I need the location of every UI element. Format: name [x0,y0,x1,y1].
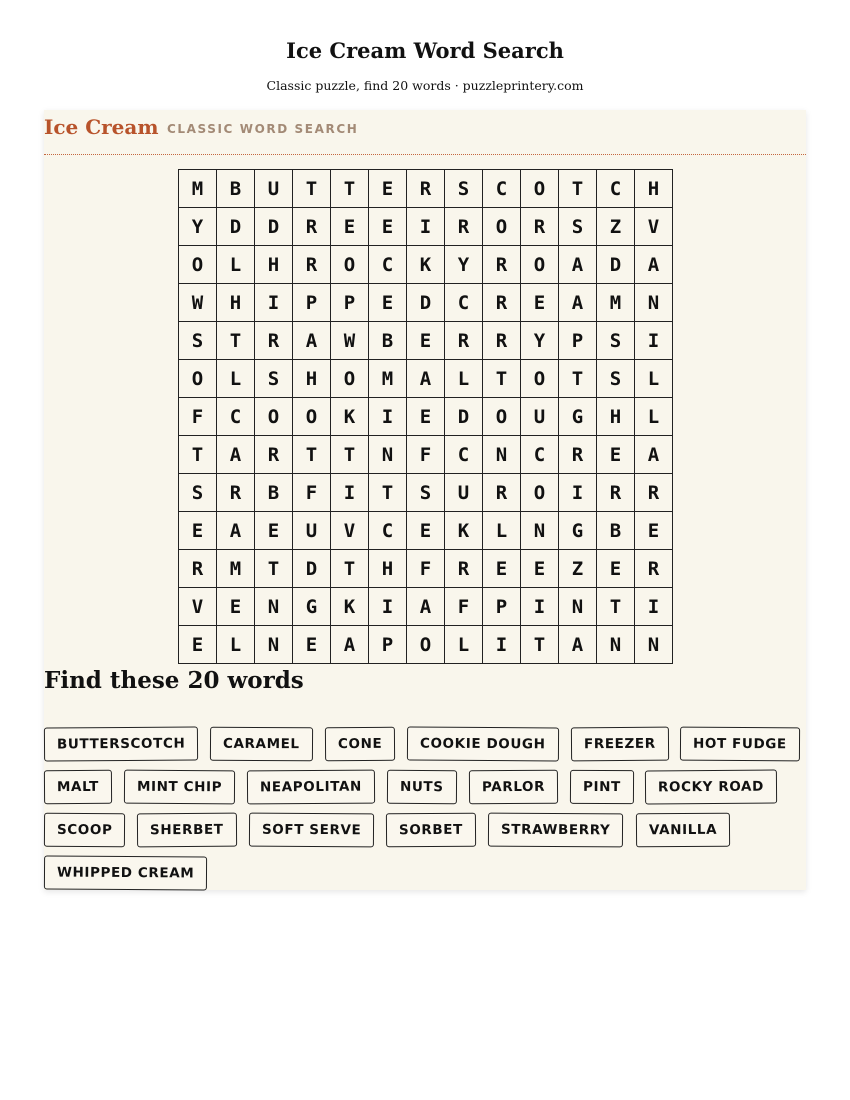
grid-cell[interactable]: A [331,626,369,664]
word-chip[interactable]: VANILLA [636,813,730,848]
grid-cell[interactable]: E [369,170,407,208]
grid-cell[interactable]: O [483,208,521,246]
grid-cell[interactable]: L [635,360,673,398]
grid-cell[interactable]: T [255,550,293,588]
grid-cell[interactable]: Y [521,322,559,360]
word-chip[interactable]: SCOOP [44,813,126,847]
grid-cell[interactable]: L [217,626,255,664]
grid-cell[interactable]: T [179,436,217,474]
grid-cell[interactable]: N [635,284,673,322]
grid-cell[interactable]: C [445,436,483,474]
grid-cell[interactable]: N [255,626,293,664]
grid-cell[interactable]: V [179,588,217,626]
word-chip[interactable]: FREEZER [571,727,669,762]
grid-cell[interactable]: E [179,626,217,664]
grid-cell[interactable]: G [559,398,597,436]
grid-cell[interactable]: L [483,512,521,550]
grid-cell[interactable]: O [255,398,293,436]
grid-cell[interactable]: G [293,588,331,626]
grid-cell[interactable]: R [559,436,597,474]
card-header [44,110,806,155]
grid-cell[interactable]: V [331,512,369,550]
grid-cell[interactable]: I [369,588,407,626]
grid-cell[interactable]: R [445,208,483,246]
page-subtitle: Classic puzzle, find 20 words · puzzleprintery.com [266,78,584,93]
grid-cell[interactable]: R [483,322,521,360]
page-title: Ice Cream Word Search [286,38,564,63]
grid-cell[interactable]: A [293,322,331,360]
grid-cell[interactable]: D [217,208,255,246]
grid-cell[interactable]: E [369,284,407,322]
grid-cell[interactable]: F [179,398,217,436]
grid-cell[interactable]: H [293,360,331,398]
words-heading: Find these 20 words [44,667,304,694]
grid-cell[interactable]: C [483,170,521,208]
word-chip[interactable]: MINT CHIP [124,770,235,805]
grid-cell[interactable]: R [217,474,255,512]
grid-cell[interactable]: R [597,474,635,512]
grid-cell[interactable]: N [369,436,407,474]
grid-cell[interactable]: S [597,322,635,360]
grid-cell[interactable]: R [635,550,673,588]
word-chip[interactable]: MALT [44,770,112,804]
grid-cell[interactable]: V [635,208,673,246]
grid-cell[interactable]: B [369,322,407,360]
grid-cell[interactable]: W [331,322,369,360]
grid-cell[interactable]: R [293,208,331,246]
grid-cell[interactable]: T [331,550,369,588]
grid-cell[interactable]: A [635,246,673,284]
word-chip[interactable]: NEAPOLITAN [247,770,375,805]
grid-cell[interactable]: L [217,246,255,284]
word-chip[interactable]: SOFT SERVE [249,813,375,848]
word-list [44,727,806,890]
grid-cell[interactable]: O [331,246,369,284]
grid-cell[interactable]: A [217,436,255,474]
grid-cell[interactable]: D [597,246,635,284]
grid-cell[interactable]: O [483,398,521,436]
grid-cell[interactable]: Y [445,246,483,284]
grid-cell[interactable]: S [559,208,597,246]
grid-cell[interactable]: O [179,360,217,398]
grid-cell[interactable]: F [293,474,331,512]
grid-cell[interactable]: O [179,246,217,284]
grid-cell[interactable]: E [597,550,635,588]
word-chip[interactable]: BUTTERSCOTCH [44,726,199,761]
grid-cell[interactable]: M [369,360,407,398]
grid-cell[interactable]: F [445,588,483,626]
grid-cell[interactable]: O [521,474,559,512]
grid-cell[interactable]: K [407,246,445,284]
grid-cell[interactable]: Z [559,550,597,588]
grid-cell[interactable]: T [217,322,255,360]
grid-cell[interactable]: D [407,284,445,322]
grid-cell[interactable]: I [635,322,673,360]
word-chip[interactable]: COOKIE DOUGH [407,727,559,762]
grid-cell[interactable]: R [483,474,521,512]
grid-cell[interactable]: A [407,360,445,398]
grid-cell[interactable]: O [521,360,559,398]
word-chip[interactable]: SHERBET [137,813,237,848]
grid-cell[interactable]: P [331,284,369,322]
grid-cell[interactable]: I [483,626,521,664]
grid-cell[interactable]: C [445,284,483,322]
puzzle-card [44,110,806,890]
grid-cell[interactable]: C [217,398,255,436]
grid-cell[interactable]: H [217,284,255,322]
grid-cell[interactable]: B [597,512,635,550]
grid-cell[interactable]: A [217,512,255,550]
grid-cell[interactable]: Y [179,208,217,246]
grid-cell[interactable]: T [559,360,597,398]
grid-cell[interactable]: S [179,474,217,512]
grid-cell[interactable]: M [217,550,255,588]
grid-cell[interactable]: E [635,512,673,550]
grid-cell[interactable]: H [597,398,635,436]
word-chip[interactable]: SORBET [386,813,476,848]
grid-cell[interactable]: O [407,626,445,664]
grid-cell[interactable]: U [521,398,559,436]
grid-cell[interactable]: G [559,512,597,550]
grid-cell[interactable]: C [369,246,407,284]
grid-cell[interactable]: D [293,550,331,588]
grid-cell[interactable]: R [521,208,559,246]
grid-cell[interactable]: E [179,512,217,550]
card-title: Ice Cream [44,115,159,139]
grid-cell[interactable]: E [369,208,407,246]
grid-cell[interactable]: N [597,626,635,664]
grid-cell[interactable]: R [255,436,293,474]
grid-cell[interactable]: H [635,170,673,208]
grid-cell[interactable]: L [635,398,673,436]
grid-cell[interactable]: E [407,512,445,550]
grid-cell[interactable]: S [445,170,483,208]
grid-cell[interactable]: I [331,474,369,512]
grid-cell[interactable]: M [597,284,635,322]
word-chip[interactable]: HOT FUDGE [680,727,800,762]
grid-cell[interactable]: E [293,626,331,664]
grid-cell[interactable]: N [255,588,293,626]
grid-cell[interactable]: T [331,436,369,474]
grid-cell[interactable]: C [521,436,559,474]
grid-cell[interactable]: A [559,284,597,322]
grid-cell[interactable]: O [521,170,559,208]
word-chip[interactable]: NUTS [387,770,457,804]
grid-cell[interactable]: H [369,550,407,588]
grid-cell[interactable]: S [597,360,635,398]
grid-cell[interactable]: I [407,208,445,246]
grid-cell[interactable]: E [255,512,293,550]
grid-cell[interactable]: E [217,588,255,626]
word-chip[interactable]: CONE [325,727,396,761]
grid-cell[interactable]: C [369,512,407,550]
grid-cell[interactable]: E [407,322,445,360]
grid-cell[interactable]: R [445,322,483,360]
grid-cell[interactable]: W [179,284,217,322]
grid-cell[interactable]: T [293,436,331,474]
grid-cell[interactable]: O [331,360,369,398]
grid-cell[interactable]: E [483,550,521,588]
grid-cell[interactable]: R [293,246,331,284]
grid-cell[interactable]: K [445,512,483,550]
grid-cell[interactable]: T [293,170,331,208]
grid-cell[interactable]: I [255,284,293,322]
grid-cell[interactable]: L [445,360,483,398]
grid-cell[interactable]: T [483,360,521,398]
grid-cell[interactable]: U [255,170,293,208]
grid-cell[interactable]: B [255,474,293,512]
grid-cell[interactable]: Z [597,208,635,246]
grid-cell[interactable]: F [407,436,445,474]
grid-cell[interactable]: S [179,322,217,360]
grid-cell[interactable]: P [293,284,331,322]
grid-cell[interactable]: E [521,284,559,322]
letter-grid [178,169,673,664]
grid-cell[interactable]: R [407,170,445,208]
grid-cell[interactable]: P [369,626,407,664]
grid-cell[interactable]: D [445,398,483,436]
card-kicker: CLASSIC WORD SEARCH [167,122,359,136]
grid-cell[interactable]: L [217,360,255,398]
grid-cell[interactable]: N [635,626,673,664]
grid-cell[interactable]: C [597,170,635,208]
grid-cell[interactable]: E [331,208,369,246]
grid-cell[interactable]: T [369,474,407,512]
grid-cell[interactable]: K [331,588,369,626]
grid-cell[interactable]: N [483,436,521,474]
word-chip[interactable]: WHIPPED CREAM [44,856,208,891]
grid-cell[interactable]: T [331,170,369,208]
word-chip[interactable]: CARAMEL [210,727,313,762]
grid-cell[interactable]: T [597,588,635,626]
grid-cell[interactable]: R [483,246,521,284]
grid-cell[interactable]: A [559,246,597,284]
grid-cell[interactable]: R [635,474,673,512]
grid-cell[interactable]: P [559,322,597,360]
grid-cell[interactable]: F [407,550,445,588]
grid-cell[interactable]: D [255,208,293,246]
grid-cell[interactable]: R [483,284,521,322]
grid-cell[interactable]: E [597,436,635,474]
grid-cell[interactable]: T [559,170,597,208]
grid-cell[interactable]: O [293,398,331,436]
word-chip[interactable]: ROCKY ROAD [645,770,777,805]
word-chip[interactable]: PARLOR [468,770,557,805]
grid-cell[interactable]: E [407,398,445,436]
word-chip[interactable]: STRAWBERRY [488,813,624,848]
grid-cell[interactable]: K [331,398,369,436]
grid-cell[interactable]: I [369,398,407,436]
grid-cell[interactable]: U [293,512,331,550]
grid-cell[interactable]: P [483,588,521,626]
grid-cell[interactable]: R [255,322,293,360]
grid-cell[interactable]: R [445,550,483,588]
grid-cell[interactable]: S [255,360,293,398]
grid-cell[interactable]: R [179,550,217,588]
grid-cell[interactable]: O [521,246,559,284]
grid-cell[interactable]: A [635,436,673,474]
grid-cell[interactable]: A [559,626,597,664]
grid-cell[interactable]: S [407,474,445,512]
word-chip[interactable]: PINT [570,770,634,804]
grid-cell[interactable]: N [559,588,597,626]
grid-cell[interactable]: I [635,588,673,626]
grid-cell[interactable]: M [179,170,217,208]
grid-cell[interactable]: I [521,588,559,626]
grid-cell[interactable]: T [521,626,559,664]
grid-cell[interactable]: I [559,474,597,512]
grid-cell[interactable]: U [445,474,483,512]
grid-cell[interactable]: N [521,512,559,550]
grid-cell[interactable]: E [521,550,559,588]
grid-cell[interactable]: H [255,246,293,284]
grid-cell[interactable]: B [217,170,255,208]
grid-cell[interactable]: A [407,588,445,626]
grid-cell[interactable]: L [445,626,483,664]
